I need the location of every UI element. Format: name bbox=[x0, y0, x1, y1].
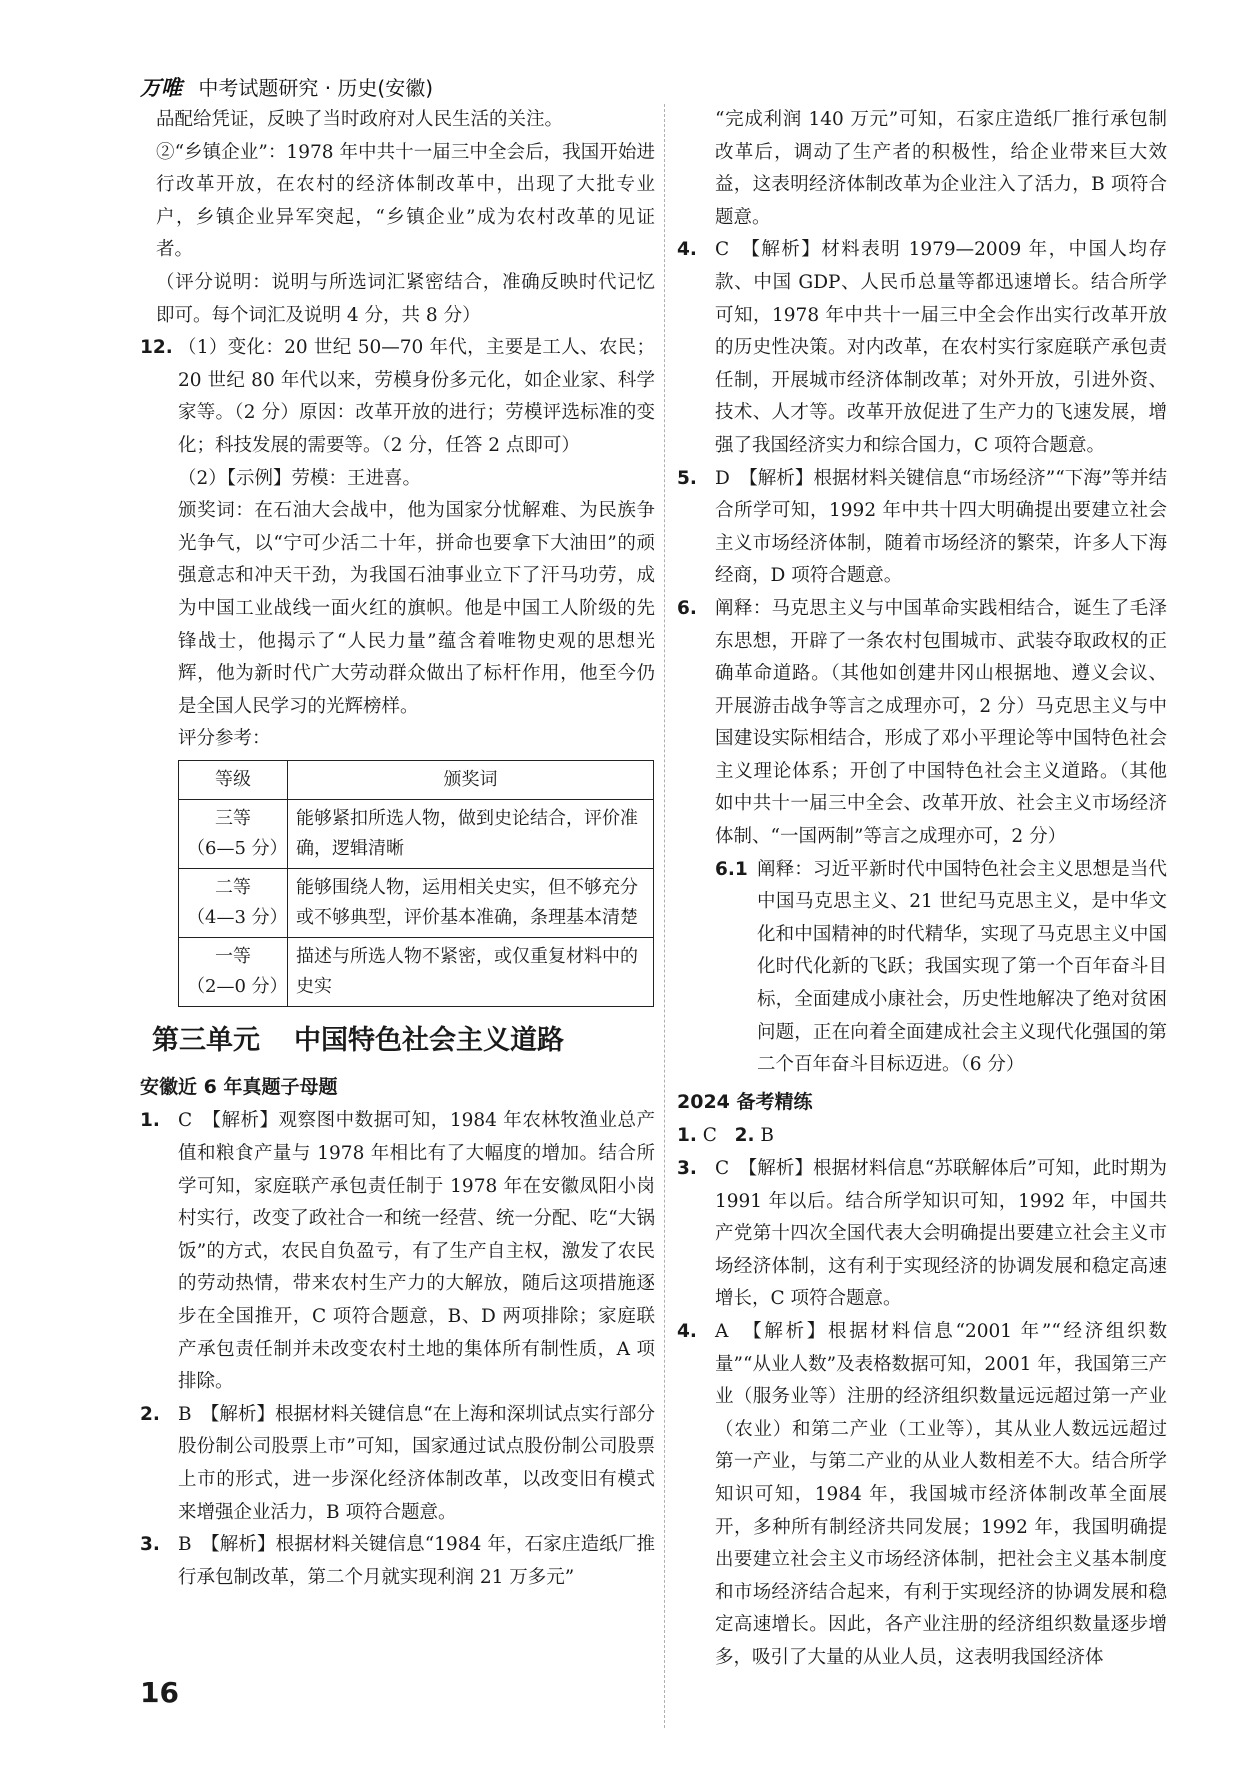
table-header-speech: 颁奖词 bbox=[288, 760, 654, 799]
answer-item bbox=[677, 1153, 1167, 1316]
answer-text: B 【解析】根据材料关键信息“1984 年，石家庄造纸厂推行承包制改革，第二个月就实现利润 21 万多元” bbox=[178, 1534, 655, 1588]
answer-item bbox=[140, 1529, 655, 1594]
scoring-table bbox=[178, 760, 654, 1007]
answer-item bbox=[677, 854, 1167, 1082]
unit-title: 中国特色社会主义道路 bbox=[294, 1024, 564, 1056]
answer-item bbox=[677, 234, 1167, 462]
question-number: 5. bbox=[677, 467, 697, 489]
question-number: 1. bbox=[140, 1110, 160, 1132]
question-number: 4. bbox=[677, 239, 697, 261]
answer-item bbox=[677, 593, 1167, 854]
answer-text: B 【解析】根据材料关键信息“在上海和深圳试点实行部分股份制公司股票上市”可知，国家通过试点股份制公司股票上市的形式，进一步深化经济体制改革，以改变旧有模式来增强企业活力，B 项符合题意。 bbox=[178, 1403, 655, 1523]
scoring-reference-label: 评分参考： bbox=[178, 728, 271, 750]
answer-item bbox=[140, 1105, 655, 1398]
description-cell: 能够紧扣所选人物，做到史论结合，评价准确，逻辑清晰 bbox=[288, 799, 654, 868]
table-row bbox=[179, 799, 654, 868]
practice-heading: 2024 备考精练 bbox=[677, 1090, 813, 1113]
question-number: 6. bbox=[677, 597, 697, 619]
question-number: 3. bbox=[677, 1158, 697, 1179]
page-header bbox=[140, 72, 433, 102]
award-speech: 颁奖词：在石油大会战中，他为国家分忧解难、为民族争光争气，以“宁可少活二十年，拼命也要拿下大油田”的顽强意志和冲天干劲，为我国石油事业立下了汗马功劳，成为中国工业战线一面火红的旗帜。他是中国工人阶级的先锋战士，他揭示了“人民力量”蕴含着唯物史观的思想光辉，他为新时代广大劳动群众做出了标杆作用，他至今仍是全国人民学习的光辉榜样。 bbox=[178, 500, 655, 717]
answer-text: 阐释：习近平新时代中国特色社会主义思想是当代中国马克思主义、21 世纪马克思主义，是中华文化和中国精神的时代精华，实现了马克思主义中国化时代化新的飞跃；我国实现了第一个百年奋斗目标，全面建成小康社会，历史性地解决了绝对贫困问题，正在向着全面建成社会主义现代化强国的第二个百年奋斗目标迈进。（6 分） bbox=[757, 858, 1167, 1076]
answers-1-2: 1. C 2. B bbox=[677, 1125, 775, 1147]
answer-text: C 【解析】材料表明 1979—2009 年，中国人均存款、中国 GDP、人民币总量等都迅速增长。结合所学可知，1978 年中共十一届三中全会作出实行改革开放的历史性决策。对内改革，在农村实行家庭联产承包责任制，开展城市经济体制改革；对外开放，引进外资、技术、人才等。改革开放促进了生产力的飞速发展，增强了我国经济实力和综合国力，C 项符合题意。 bbox=[715, 239, 1167, 456]
table-header-row bbox=[179, 760, 654, 799]
answer-part-2: （2）【示例】劳模：王进喜。 bbox=[178, 467, 422, 489]
table-row bbox=[179, 868, 654, 937]
column-divider bbox=[664, 104, 665, 1728]
level-cell: 三等 （6—5 分） bbox=[179, 799, 288, 868]
description-cell: 能够围绕人物，运用相关史实，但不够充分或不够典型，评价基本准确，条理基本清楚 bbox=[288, 868, 654, 937]
level-cell: 二等 （4—3 分） bbox=[179, 868, 288, 937]
right-column bbox=[677, 104, 1167, 1675]
question-number: 3. bbox=[140, 1534, 160, 1556]
page-number: 16 bbox=[140, 1676, 179, 1709]
question-12 bbox=[140, 332, 655, 756]
left-column bbox=[140, 104, 655, 1594]
answer-text: C 【解析】根据材料信息“苏联解体后”可知，此时期为 1991 年以后。结合所学知识可知，1992 年，中国共产党第十四次全国代表大会明确提出要建立社会主义市场经济体制，这有利于实现经济的协调发展和稳定高速增长，C 项符合题意。 bbox=[715, 1158, 1167, 1310]
unit-label: 第三单元 bbox=[152, 1024, 260, 1056]
description-cell: 描述与所选人物不紧密，或仅重复材料中的史实 bbox=[288, 937, 654, 1006]
table-row bbox=[179, 937, 654, 1006]
question-number: 12. bbox=[140, 337, 173, 359]
table-header-level: 等级 bbox=[179, 760, 288, 799]
answer-item bbox=[677, 1316, 1167, 1675]
answer-item bbox=[677, 463, 1167, 593]
scoring-note: （评分说明：说明与所选词汇紧密结合，准确反映时代记忆即可。每个词汇及说明 4 分，共 8 分） bbox=[156, 271, 655, 326]
answer-text: A 【解析】根据材料信息“2001 年”“经济组织数量”“从业人数”及表格数据可知，2001 年，我国第三产业（服务业等）注册的经济组织数量远远超过第一产业（农业）和第二产业（工业等），其从业人数远远超过第一产业，与第二产业的从业人数相差不大。结合所学知识可知，1984 年，我国城市经济体制改革全面展开，多种所有制经济共同发展；1992 年，我国明确提出要建立社会主义市场经济体制，把社会主义基本制度和市场经济结合起来，有利于实现经济的协调发展和稳定高速增长。因此，各产业注册的经济组织数量逐步增多，吸引了大量的从业人员，这表明我国经济体 bbox=[715, 1320, 1167, 1668]
answer-part-1: （1）变化：20 世纪 50—70 年代，主要是工人、农民；20 世纪 80 年代以来，劳模身份多元化，如企业家、科学家等。（2 分）原因：改革开放的进行；劳模评选标准的变化；科技发展的需要等。（2 分，任答 2 点即可） bbox=[178, 337, 655, 456]
continued-text: “完成利润 140 万元”可知，石家庄造纸厂推行承包制改革后，调动了生产者的积极性，给企业带来巨大效益，这表明经济体制改革为企业注入了活力，B 项符合题意。 bbox=[715, 109, 1167, 228]
book-title: 中考试题研究 · 历史(安徽) bbox=[198, 76, 434, 100]
question-number: 2. bbox=[140, 1403, 160, 1425]
continued-text: 品配给凭证，反映了当时政府对人民生活的关注。 bbox=[156, 109, 564, 130]
answer-text: 阐释：马克思主义与中国革命实践相结合，诞生了毛泽东思想，开辟了一条农村包围城市、武装夺取政权的正确革命道路。（其他如创建井冈山根据地、遵义会议、开展游击战争等言之成理亦可，2 分）马克思主义与中国建设实际相结合，形成了邓小平理论等中国特色社会主义理论体系；开创了中国特色社会主义道路。（其他如中共十一届三中全会、改革开放、社会主义市场经济体制、“一国两制”等言之成理亦可，2 分） bbox=[715, 597, 1167, 848]
answer-item bbox=[140, 1399, 655, 1529]
question-number: 6.1 bbox=[715, 858, 748, 880]
unit-heading bbox=[152, 1021, 655, 1061]
level-cell: 一等 （2—0 分） bbox=[179, 937, 288, 1006]
continued-text: ②“乡镇企业”：1978 年中共十一届三中全会后，我国开始进行改革开放，在农村的经济体制改革中，出现了大批专业户，乡镇企业异军突起，“乡镇企业”成为农村改革的见证者。 bbox=[156, 141, 655, 261]
brand-logo: 万唯 bbox=[140, 76, 182, 100]
answer-text: C 【解析】观察图中数据可知，1984 年农林牧渔业总产值和粮食产量与 1978 年相比有了大幅度的增加。结合所学可知，家庭联产承包责任制于 1978 年在安徽凤阳小岗村实行，改变了政社合一和统一经营、统一分配、吃“大锅饭”的方式，农民自负盈亏，有了生产自主权，激发了农民的劳动热情，带来农村生产力的大解放，随后这项措施逐步在全国推开，C 项符合题意，B、D 两项排除；家庭联产承包责任制并未改变农村土地的集体所有制性质，A 项排除。 bbox=[178, 1110, 655, 1393]
section-subheading: 安徽近 6 年真题子母题 bbox=[140, 1075, 338, 1098]
answer-text: D 【解析】根据材料关键信息“市场经济”“下海”等并结合所学可知，1992 年中共十四大明确提出要建立社会主义市场经济体制，随着市场经济的繁荣，许多人下海经商，D 项符合题意。 bbox=[715, 467, 1167, 587]
question-number: 4. bbox=[677, 1320, 697, 1342]
